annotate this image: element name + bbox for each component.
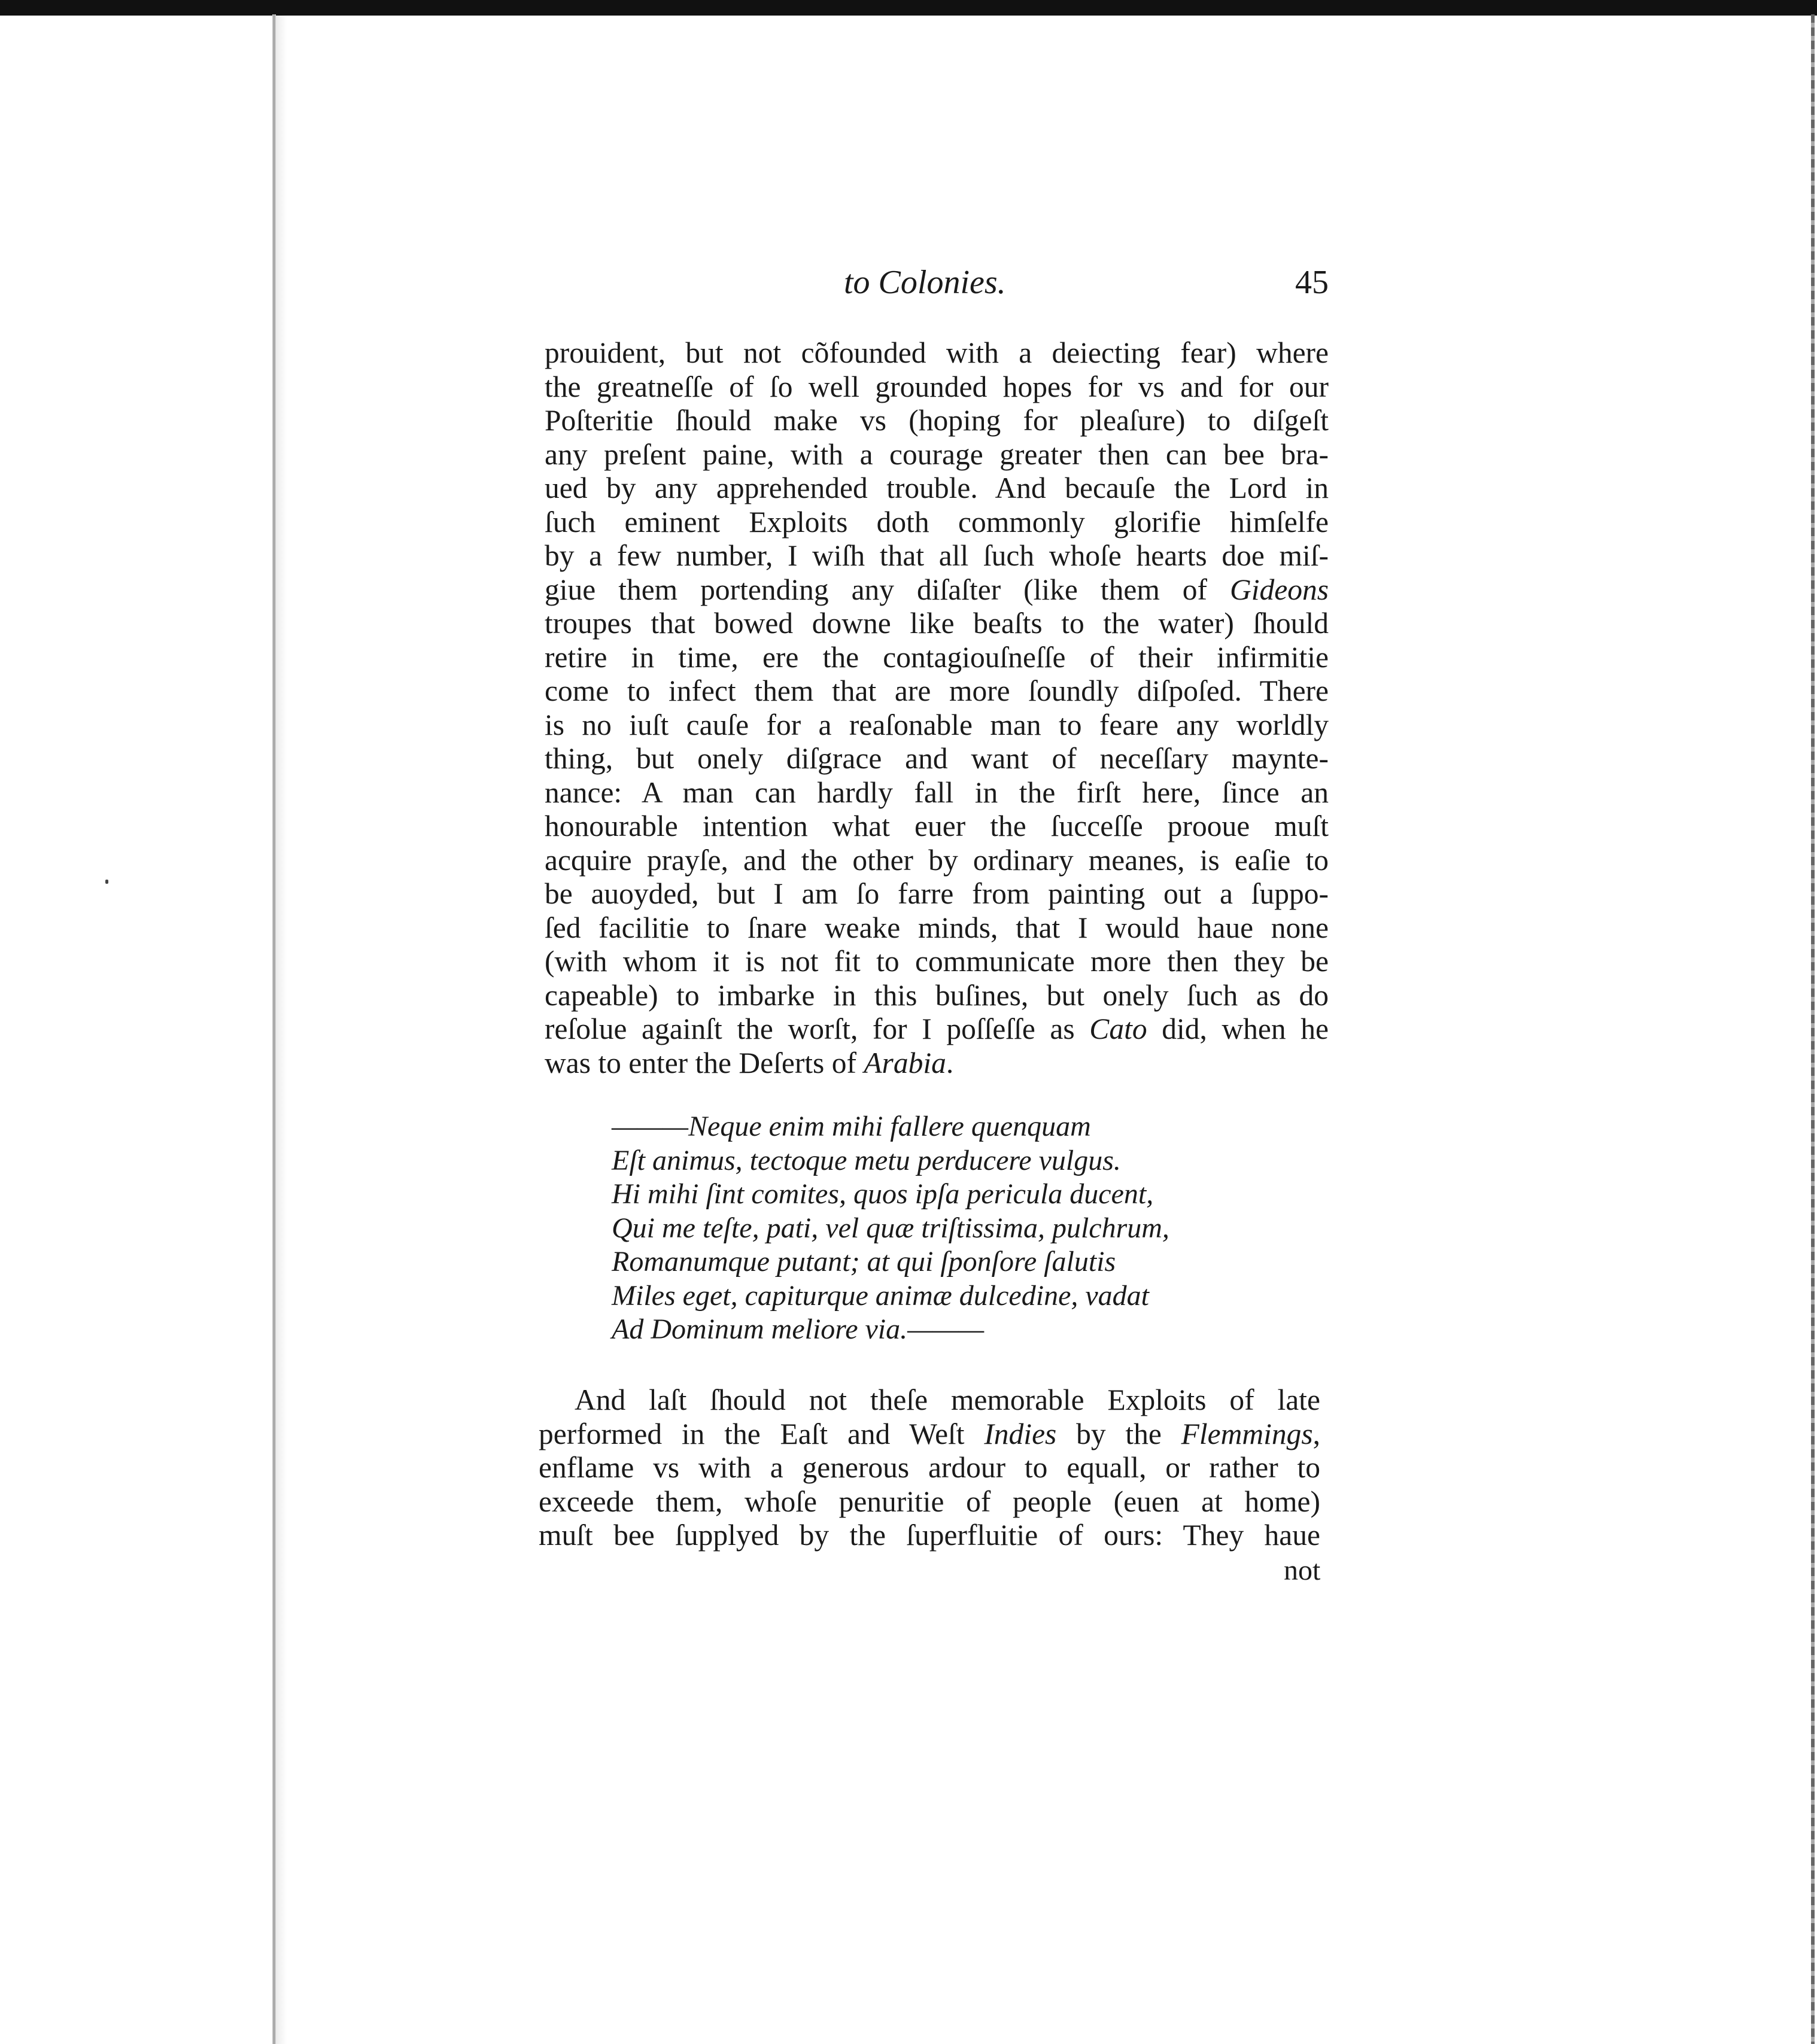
page-number: 45 — [1295, 264, 1329, 301]
text-line: honourable intention what euer the ſucceſſe prooue muſt — [545, 810, 1329, 842]
text-line: capeable) to imbarke in this buſines, but onely ſuch as do — [545, 978, 1329, 1012]
text-line: nance: A man can hardly fall in the firſt here, ſince an — [545, 775, 1329, 809]
text-line: the greatneſſe of ſo well grounded hopes for vs and for our — [545, 370, 1329, 403]
scan-speck — [105, 880, 108, 884]
text-line: performed in the Eaſt and Weſt Indies by the Flemmings, — [539, 1417, 1320, 1450]
text-line: acquire prayſe, and the other by ordinary meanes, is eaſie to — [545, 843, 1329, 877]
text-line: by a few number, I wiſh that all ſuch whoſe hearts doe miſ- — [545, 539, 1329, 572]
text-line: And laſt ſhould not theſe memorable Exploits of late — [575, 1383, 1320, 1416]
text-line: ſuch eminent Exploits doth commonly glorifie himſelfe — [545, 505, 1329, 539]
latin-verse-quotation — [612, 1110, 1282, 1347]
verse-line: ———Neque enim mihi fallere quenquam — [612, 1111, 1091, 1142]
text-line: retire in time, ere the contagiouſneſſe of their infirmitie — [545, 640, 1329, 674]
verse-line: Miles eget, capiturque animæ dulcedine, vadat — [612, 1279, 1150, 1312]
text-line: ued by any apprehended trouble. And becauſe the Lord in — [545, 472, 1329, 504]
page-header — [545, 263, 1329, 311]
text-line: (with whom it is not fit to communicate more then they be — [545, 945, 1329, 978]
scan-top-border — [0, 0, 1817, 16]
text-line: exceede them, whoſe penuritie of people (euen at home) — [539, 1485, 1320, 1518]
text-line: enflame vs with a generous ardour to equall, or rather to — [539, 1451, 1320, 1484]
text-line: be auoyded, but I am ſo farre from painting out a ſuppo- — [545, 877, 1329, 910]
gutter-shadow — [276, 14, 287, 2044]
text-line: was to enter the Deſerts of Arabia. — [545, 1046, 954, 1079]
text-line: is no iuſt cauſe for a reaſonable man to feare any worldly — [545, 708, 1329, 741]
text-line: any preſent paine, with a courage greater then can bee bra- — [545, 437, 1329, 471]
text-line: Poſteritie ſhould make vs (hoping for pleaſure) to diſgeſt — [545, 404, 1329, 437]
catchword: not — [1284, 1555, 1321, 1586]
text-line: thing, but onely diſgrace and want of neceſſary maynte- — [545, 742, 1329, 775]
body-paragraph-1 — [545, 336, 1329, 1080]
text-line: prouident, but not cõfounded with a deiecting fear) where — [545, 336, 1329, 369]
text-line: reſolue againſt the worſt, for I poſſeſſe as Cato did, when he — [545, 1012, 1329, 1045]
text-line: muſt bee ſupplyed by the ſuperfluitie of ours: They haue — [539, 1519, 1320, 1552]
text-line: come to infect them that are more ſoundly diſpoſed. There — [545, 674, 1329, 707]
text-line: giue them portending any diſaſter (like them of Gideons — [545, 573, 1329, 606]
verse-line: Qui me teſte, pati, vel quæ triſtissima, pulchrum, — [612, 1212, 1169, 1244]
text-line: ſed facilitie to ſnare weake minds, that I would haue none — [545, 911, 1329, 944]
verse-line: Eſt animus, tectoque metu perducere vulgus. — [612, 1144, 1121, 1176]
verse-line: Hi mihi ſint comites, quos ipſa pericula ducent, — [612, 1178, 1154, 1210]
scan-right-border — [1811, 14, 1815, 2044]
verse-line: Ad Dominum meliore via.——— — [612, 1313, 985, 1345]
verse-line: Romanumque putant; at qui ſponſore ſalutis — [612, 1246, 1116, 1278]
text-line: troupes that bowed downe like beaſts to the water) ſhould — [545, 607, 1329, 640]
running-head: to Colonies. — [844, 264, 1006, 301]
body-paragraph-2 — [539, 1383, 1320, 1553]
